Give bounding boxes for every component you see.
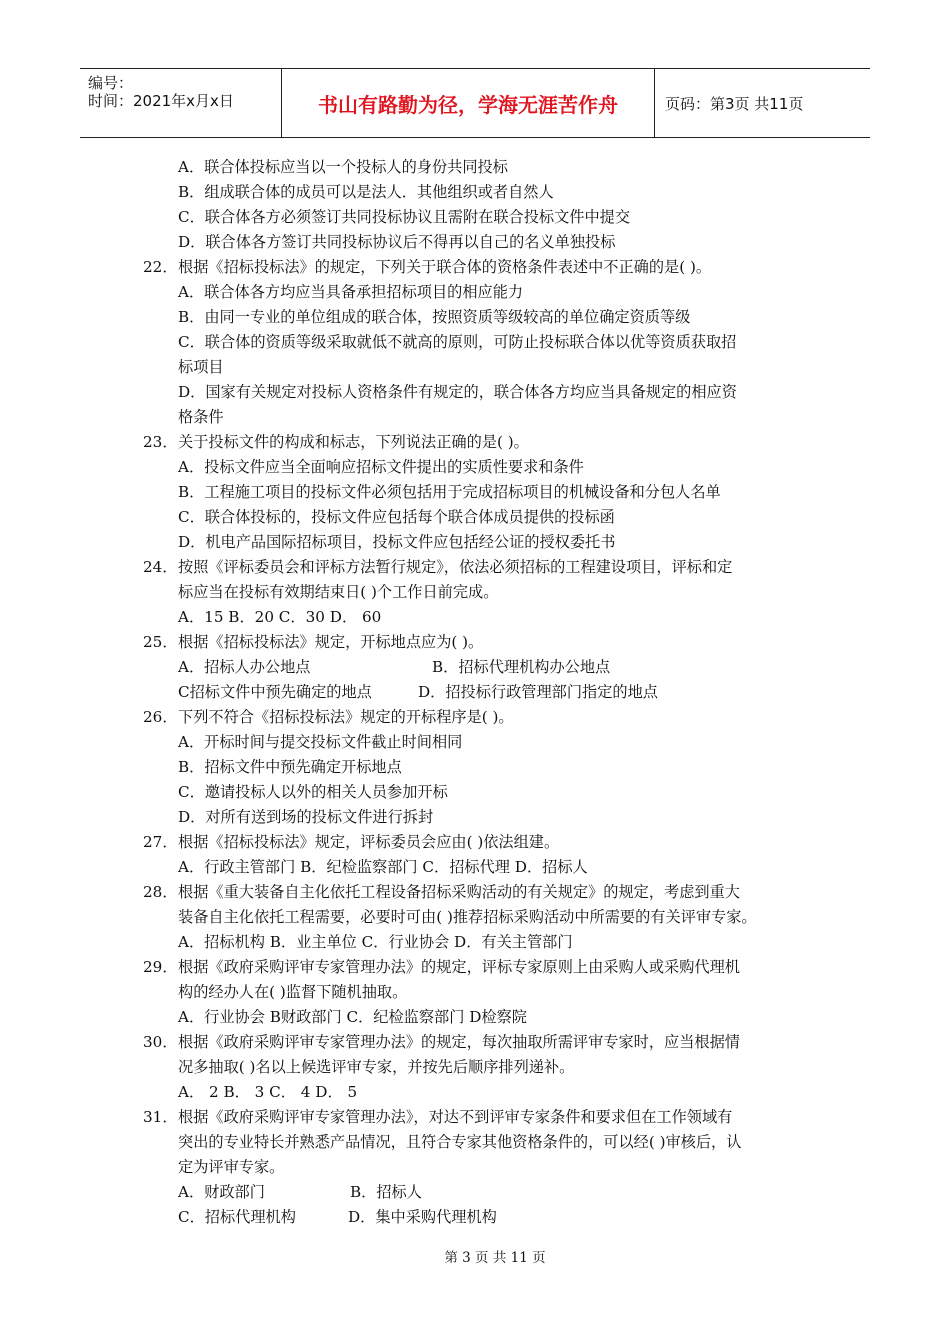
question-text: 根据《政府采购评审专家管理办法》的规定，每次抽取所需评审专家时，应当根据情	[178, 1033, 740, 1051]
option-line: C．招标代理机构	[178, 1208, 296, 1226]
question-text: 下列不符合《招标投标法》规定的开标程序是( )。	[178, 708, 514, 726]
option-line: D．集中采购代理机构	[348, 1208, 497, 1226]
option-line: D．国家有关规定对投标人资格条件有规定的，联合体各方均应当具备规定的相应资	[178, 383, 737, 401]
header-motto-cell	[282, 69, 655, 137]
question-text: 装备自主化依托工程需要，必要时可由( )推荐招标采购活动中所需要的有关评审专家。	[178, 908, 757, 926]
option-line: D．联合体各方签订共同投标协议后不得再以自己的名义单独投标	[178, 233, 616, 251]
option-line: D．对所有送到场的投标文件进行拆封	[178, 808, 434, 826]
question-text: 根据《招标投标法》规定，评标委员会应由( )依法组建。	[178, 833, 560, 851]
option-line: C．联合体投标的，投标文件应包括每个联合体成员提供的投标函	[178, 508, 615, 526]
option-line: B．招标代理机构办公地点	[432, 658, 611, 676]
question-text: 根据《政府采购评审专家管理办法》的规定，评标专家原则上由采购人或采购代理机	[178, 958, 740, 976]
option-line: A．投标文件应当全面响应招标文件提出的实质性要求和条件	[178, 458, 584, 476]
option-line: A．招标机构 B．业主单位 C．行业协会 D．有关主管部门	[178, 933, 573, 951]
question-number: 31．	[143, 1108, 178, 1126]
question-number: 26．	[143, 708, 178, 726]
question-number: 30．	[143, 1033, 178, 1051]
option-line: A．招标人办公地点	[178, 658, 311, 676]
option-line: B．组成联合体的成员可以是法人．其他组织或者自然人	[178, 183, 554, 201]
question-text: 根据《重大装备自主化依托工程设备招标采购活动的有关规定》的规定，考虑到重大	[178, 883, 740, 901]
option-line: A．15 B．20 C．30 D． 60	[178, 608, 382, 626]
question-text: 况多抽取( )名以上候选评审专家，并按先后顺序排列递补。	[178, 1058, 575, 1076]
question-text: 定为评审专家。	[178, 1158, 285, 1176]
question-text: 按照《评标委员会和评标方法暂行规定》，依法必须招标的工程建设项目，评标和定	[178, 558, 733, 576]
question-text: 标应当在投标有效期结束日( )个工作日前完成。	[178, 583, 499, 601]
option-line: B．由同一专业的单位组成的联合体，按照资质等级较高的单位确定资质等级	[178, 308, 691, 326]
option-line: A．行业协会 B财政部门 C．纪检监察部门 D检察院	[178, 1008, 527, 1026]
date-line: 时间：2021年x月x日	[88, 92, 234, 110]
question-text: 根据《政府采购评审专家管理办法》，对达不到评审专家条件和要求但在工作领域有	[178, 1108, 733, 1126]
option-line: 格条件	[178, 408, 224, 426]
option-line: C．联合体的资质等级采取就低不就高的原则，可防止投标联合体以优等资质获取招	[178, 333, 737, 351]
option-line: C招标文件中预先确定的地点	[178, 683, 372, 701]
header-page-cell	[655, 69, 870, 137]
question-text: 关于投标文件的构成和标志，下列说法正确的是( )。	[178, 433, 529, 451]
option-line: A．开标时间与提交投标文件截止时间相同	[178, 733, 463, 751]
question-number: 29．	[143, 958, 178, 976]
option-line: A．联合体各方均应当具备承担招标项目的相应能力	[178, 283, 524, 301]
option-line: D．招投标行政管理部门指定的地点	[418, 683, 658, 701]
option-line: B．招标文件中预先确定开标地点	[178, 758, 402, 776]
question-number: 24．	[143, 558, 178, 576]
page-header	[80, 68, 870, 138]
document-number-label: 编号：	[88, 74, 134, 92]
question-number: 22．	[143, 258, 178, 276]
question-text: 根据《招标投标法》规定，开标地点应为( )。	[178, 633, 484, 651]
option-line: A．联合体投标应当以一个投标人的身份共同投标	[178, 158, 508, 176]
option-line: 标项目	[178, 358, 224, 376]
question-text: 突出的专业特长并熟悉产品情况，且符合专家其他资格条件的，可以经( )审核后，认	[178, 1133, 742, 1151]
option-line: C．邀请投标人以外的相关人员参加开标	[178, 783, 448, 801]
motto: 书山有路勤为径，学海无涯苦作舟	[318, 92, 618, 117]
question-number: 25．	[143, 633, 178, 651]
page-footer: 第 3 页 共 11 页	[444, 1250, 546, 1266]
question-number: 27．	[143, 833, 178, 851]
option-line: A．行政主管部门 B．纪检监察部门 C．招标代理 D．招标人	[178, 858, 588, 876]
page-info: 页码：第3页 共11页	[665, 94, 804, 113]
option-line: A．财政部门	[178, 1183, 265, 1201]
option-line: A． 2 B． 3 C． 4 D． 5	[178, 1083, 358, 1101]
question-text: 根据《招标投标法》的规定，下列关于联合体的资格条件表述中不正确的是( )。	[178, 258, 712, 276]
question-number: 28．	[143, 883, 178, 901]
option-line: C．联合体各方必须签订共同投标协议且需附在联合投标文件中提交	[178, 208, 631, 226]
option-line: D．机电产品国际招标项目，投标文件应包括经公证的授权委托书	[178, 533, 616, 551]
option-line: B．招标人	[350, 1183, 422, 1201]
header-meta-cell	[80, 69, 282, 137]
question-number: 23．	[143, 433, 178, 451]
question-text: 构的经办人在( )监督下随机抽取。	[178, 983, 408, 1001]
option-line: B．工程施工项目的投标文件必须包括用于完成招标项目的机械设备和分包人名单	[178, 483, 721, 501]
